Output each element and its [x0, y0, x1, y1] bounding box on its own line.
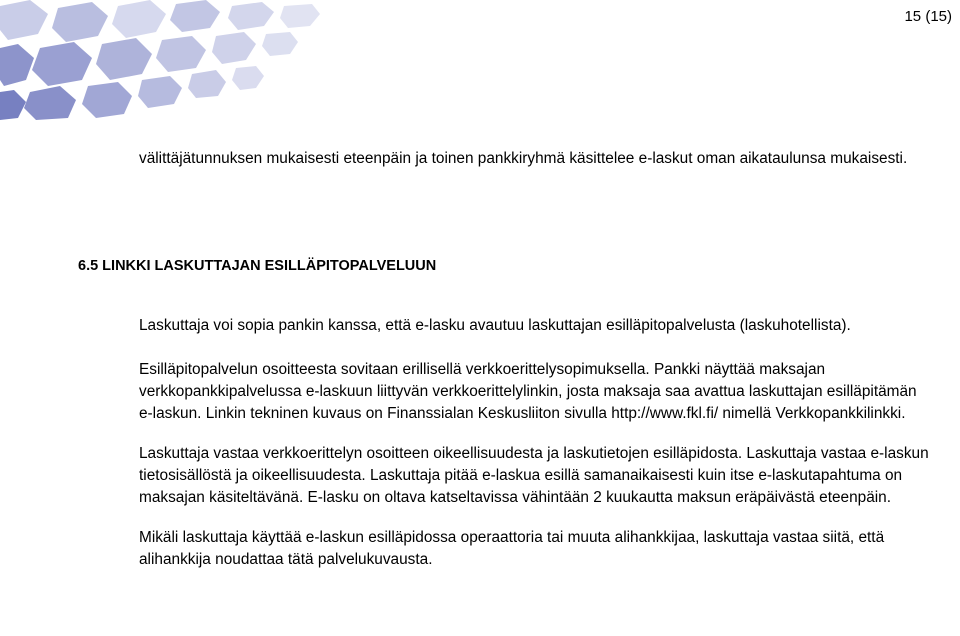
paragraph: Laskuttaja vastaa verkkoerittelyn osoitteen oikeellisuudesta ja laskutietojen esilläpidosta. Laskuttaja vastaa e-laskun tietosisällöstä ja oikeellisuudesta. Laskuttaja pitää e-laskua esillä samanaikaisesti kuin itse e-laskutapahtuma on maksajan käsiteltävänä. E-lasku on oltava katseltavissa vähintään 2 kuukautta maksun eräpäivästä eteenpäin.	[139, 445, 929, 506]
section-heading: 6.5 LINKKI LASKUTTAJAN ESILLÄPITOPALVELUUN	[78, 258, 437, 274]
paragraph: Esilläpitopalvelun osoitteesta sovitaan erillisellä verkkoerittelysopimuksella. Pankki näyttää maksajan verkkopankkipalvelussa e-laskuun liittyvän verkkoerittelylinkin, josta maksaja saa avattua laskuttajan esilläpitämän e-laskun. Linkin tekninen kuvaus on Finanssialan Keskusliiton sivulla http://www.fkl.fi/ nimellä Verkkopankkilinkki.	[139, 361, 917, 422]
intro-paragraph: välittäjätunnuksen mukaisesti eteenpäin ja toinen pankkiryhmä käsittelee e-laskut oman aikataulunsa mukaisesti.	[139, 150, 908, 167]
hexagon-pattern-icon	[0, 0, 330, 120]
paragraph: Laskuttaja voi sopia pankin kanssa, että e-lasku avautuu laskuttajan esilläpitopalvelusta (laskuhotellista).	[139, 317, 851, 334]
hexagon-cells	[0, 0, 320, 120]
document-body	[139, 148, 929, 170]
section-content	[139, 315, 929, 571]
paragraph: Mikäli laskuttaja käyttää e-laskun esilläpidossa operaattoria tai muuta alihankkijaa, laskuttaja vastaa siitä, että alihankkija noudattaa tätä palvelukuvausta.	[139, 529, 885, 568]
page-number: 15 (15)	[904, 8, 952, 25]
